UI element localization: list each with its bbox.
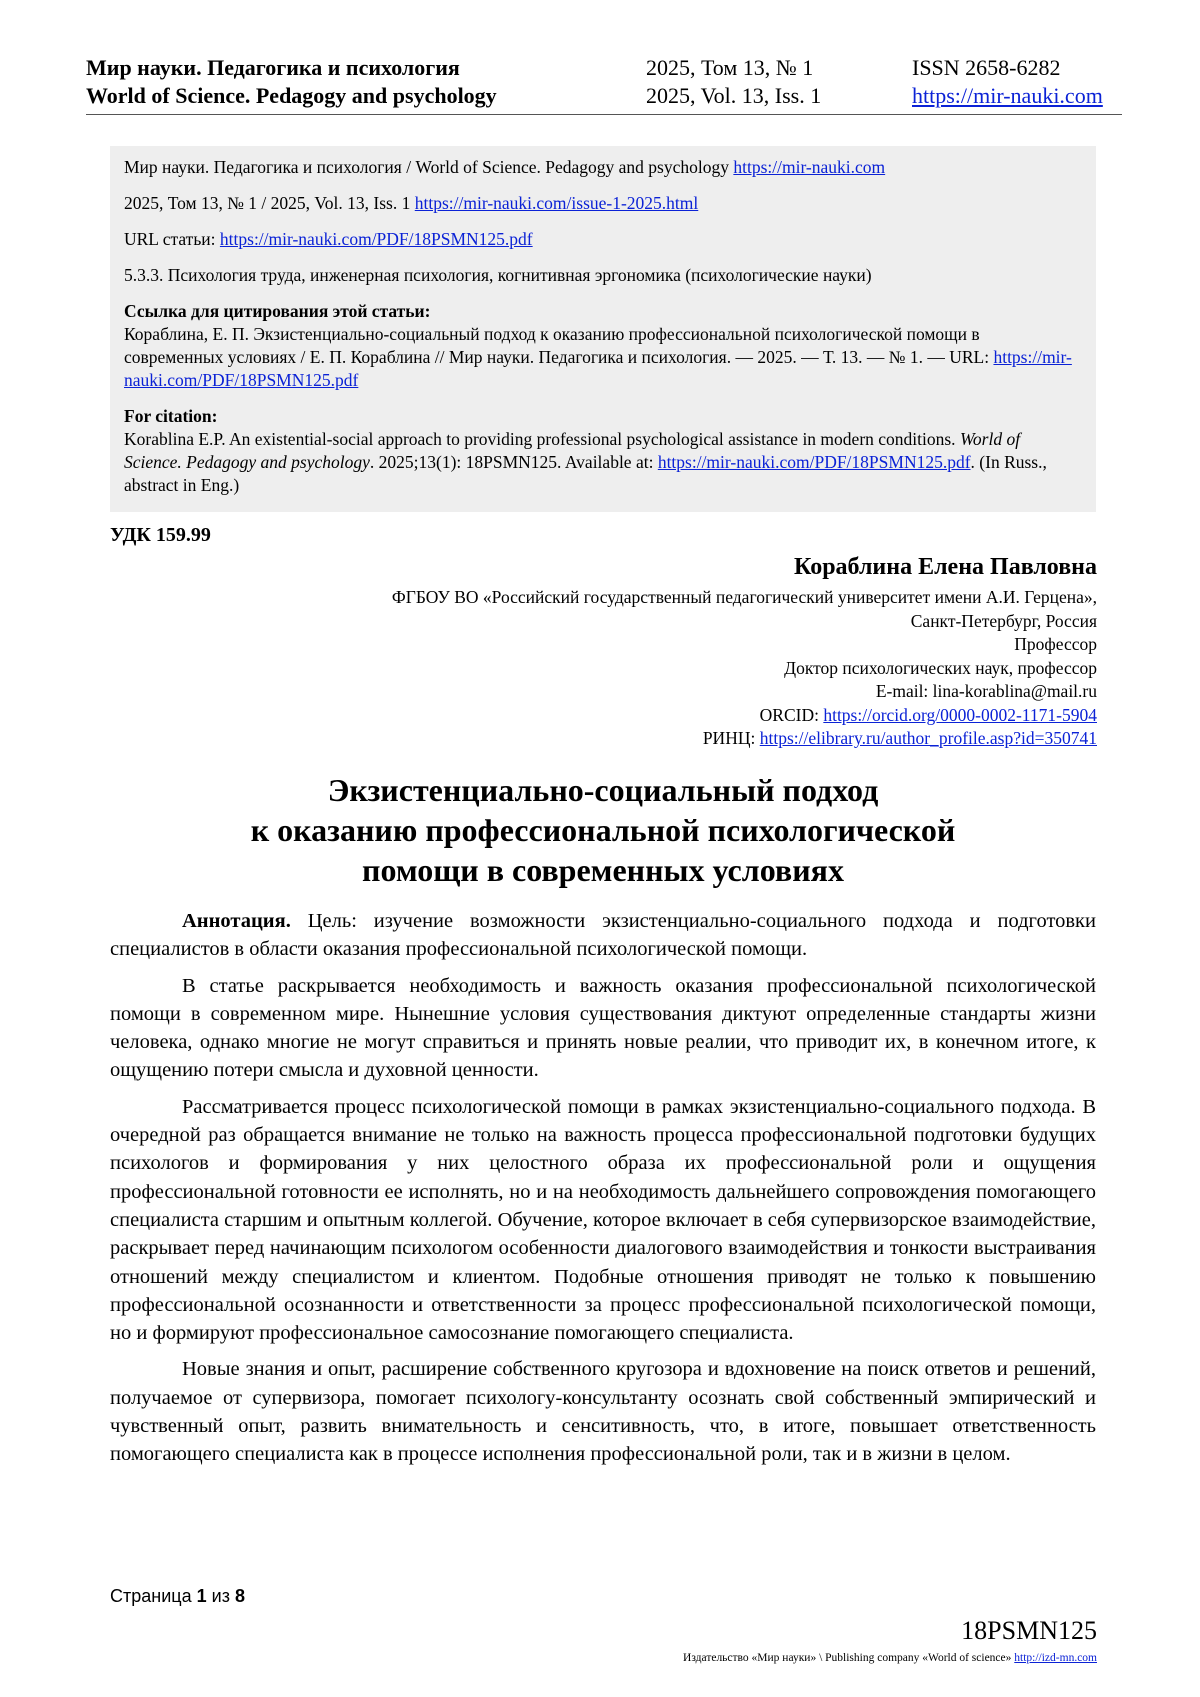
author-affiliation: ФГБОУ ВО «Российский государственный педагогический университет имени А.И. Герцена»,: [391, 587, 1097, 607]
journal-title-en: World of Science. Pedagogy and psychology: [86, 83, 497, 108]
author-orcid: ORCID: https://orcid.org/0000-0002-1171-5904: [759, 704, 1097, 725]
abstract-lead: Аннотация.: [182, 910, 291, 932]
title-line-2: к оказанию профессиональной психологической: [250, 812, 956, 848]
citation-en-journal: World of Science. Pedagogy and psychology: [124, 429, 1021, 472]
article-link[interactable]: https://mir-nauki.com/PDF/18PSMN125.pdf: [219, 229, 533, 249]
citation-en-link[interactable]: https://mir-nauki.com/PDF/18PSMN125.pdf: [657, 452, 971, 472]
citation-ru: [124, 300, 1082, 392]
article-title: [110, 770, 1096, 890]
citation-en-text: Korablina E.P. An existential-social approach to providing professional psychological assistance in modern conditions.: [124, 429, 956, 449]
article-url-line: URL статьи: https://mir-nauki.com/PDF/18PSMN125.pdf: [124, 229, 533, 249]
page-counter: Страница 1 из 8: [110, 1586, 245, 1606]
page-header: [86, 50, 1122, 115]
article-code: 18PSMN125: [961, 1616, 1097, 1645]
citation-en: [124, 405, 1082, 497]
issue-en: 2025, Vol. 13, Iss. 1: [646, 83, 822, 108]
publisher-link[interactable]: http://izd-mn.com: [1014, 1652, 1097, 1664]
publisher-line: Издательство «Мир науки» \ Publishing company «World of science» http://izd-mn.com: [683, 1652, 1097, 1664]
udk-code: УДК 159.99: [110, 524, 211, 546]
citation-ru-text: Кораблина, Е. П. Экзистенциально-социальный подход к оказанию профессиональной психологической помощи в современных условиях / Е. П. Кораблина // Мир науки. Педагогика и психология. — 2025. — Т. 13. — № 1. — URL:: [124, 324, 990, 367]
author-name: Кораблина Елена Павловна: [794, 554, 1097, 580]
citation-en-text-2: . 2025;13(1): 18PSMN125. Available at:: [369, 452, 654, 472]
author-degree: Доктор психологических наук, профессор: [784, 657, 1097, 678]
orcid-link[interactable]: https://orcid.org/0000-0002-1171-5904: [823, 704, 1097, 725]
citation-infobox: [110, 146, 1096, 512]
issue-ru: 2025, Том 13, № 1: [646, 55, 814, 80]
rinc-link[interactable]: https://elibrary.ru/author_profile.asp?id=350741: [759, 728, 1097, 748]
author-email: E-mail: lina-korablina@mail.ru: [875, 681, 1097, 701]
author-position: Профессор: [1014, 634, 1097, 654]
citation-ru-heading: Ссылка для цитирования этой статьи:: [124, 301, 431, 321]
issn: ISSN 2658-6282: [912, 55, 1061, 80]
abstract: [110, 907, 1096, 1477]
citation-ru-link[interactable]: https://mir-nauki.com/PDF/18PSMN125.pdf: [124, 347, 1072, 390]
author-block: [197, 550, 1097, 751]
abstract-paragraph-4: Новые знания и опыт, расширение собственного кругозора и вдохновение на поиск ответов и решений, получаемое от супервизора, помогает психологу-консультанту осознать свой собственный эмпирический и чувственный опыт, развить внимательность и сенситивность, что, в итоге, повышает ответственность помогающего специалиста как в процессе исполнения профессиональной роли, так и в жизни в целом.: [110, 1358, 1096, 1466]
journal-line: Мир науки. Педагогика и психология / World of Science. Pedagogy and psychology https://mir-nauki.com: [124, 157, 886, 177]
page-number: 1: [196, 1586, 207, 1606]
page-total: 8: [234, 1586, 245, 1606]
abstract-paragraph-3: Рассматривается процесс психологической помощи в рамках экзистенциально-социального подхода. В очередной раз обращается внимание не только на важность процесса профессиональной подготовки будущих психологов и формирования у них целостного образа их профессиональной роли и ощущения профессиональной готовности ее исполнять, но и на необходимость дальнейшего сопровождения помогающего специалиста старшим и опытным коллегой. Обучение, которое включает в себя супервизорское взаимодействие, раскрывает перед начинающим психологом особенности диалогового взаимодействия и тонкости выстраивания отношений между специалистом и клиентом. Подобные отношения приводят не только к повышению профессиональной осознанности и ответственности за процесс профессиональной психологической помощи, но и формируют профессиональное самосознание помогающего специалиста.: [110, 1095, 1096, 1345]
citation-en-heading: For citation:: [124, 406, 218, 426]
site-link[interactable]: https://mir-nauki.com: [912, 83, 1103, 108]
abstract-paragraph-2: В статье раскрывается необходимость и важность оказания профессиональной психологической помощи в современном мире. Нынешние условия существования диктуют определенные стандарты жизни человека, однако многие не могут справиться и принять новые реалии, что приводит их, в конечном итоге, к ощущению потери смысла и духовной ценности.: [110, 974, 1096, 1082]
abstract-paragraph-1: Аннотация. Цель: изучение возможности экзистенциально-социального подхода и подготовки специалистов в области оказания профессиональной психологической помощи.: [110, 910, 1096, 961]
issue-line: 2025, Том 13, № 1 / 2025, Vol. 13, Iss. 1 https://mir-nauki.com/issue-1-2025.html: [124, 193, 699, 213]
citation-en-tail: . (In Russ., abstract in Eng.): [124, 452, 1047, 495]
journal-link[interactable]: https://mir-nauki.com: [733, 157, 886, 177]
title-line-3: помощи в современных условиях: [362, 852, 844, 888]
issue-link[interactable]: https://mir-nauki.com/issue-1-2025.html: [414, 193, 699, 213]
author-city: Санкт-Петербург, Россия: [910, 610, 1097, 631]
title-line-1: Экзистенциально-социальный подход: [327, 772, 879, 808]
specialty-line: 5.3.3. Психология труда, инженерная психология, когнитивная эргономика (психологические науки): [124, 265, 872, 285]
author-rinc: РИНЦ: https://elibrary.ru/author_profile.asp?id=350741: [702, 728, 1097, 748]
journal-title-ru: Мир науки. Педагогика и психология: [86, 55, 460, 80]
